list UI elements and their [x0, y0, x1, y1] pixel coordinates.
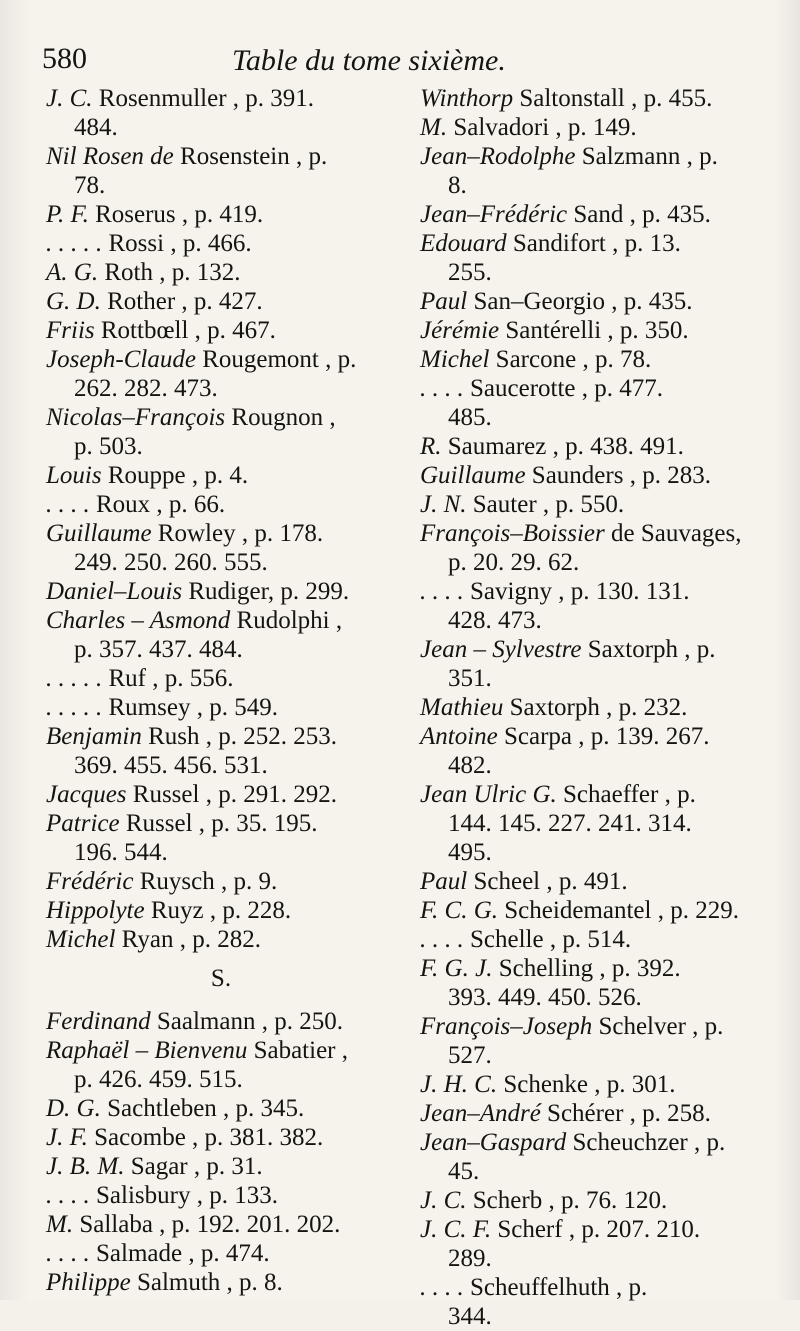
- entry-line: [46, 461, 396, 490]
- entry-surname-pages: Sachtleben , p. 345.: [100, 1095, 305, 1122]
- index-entry: [46, 490, 396, 519]
- entry-continuation: 495.: [448, 839, 492, 866]
- entry-surname-pages: Rumsey , p. 549.: [102, 694, 278, 721]
- entry-line: [46, 1123, 396, 1152]
- entry-line: [420, 113, 770, 142]
- entry-line: [46, 345, 396, 374]
- section-letter: S.: [210, 965, 232, 992]
- index-entry: [420, 229, 770, 287]
- entry-line: [46, 229, 396, 258]
- entry-line: [420, 461, 770, 490]
- entry-given-name: Friis: [46, 317, 95, 344]
- index-entry: [46, 1210, 396, 1239]
- entry-continuation: 262. 282. 473.: [74, 375, 218, 402]
- left-column: [46, 84, 396, 1297]
- page-title: Table du tome sixième.: [232, 44, 506, 77]
- entry-line: [46, 809, 396, 838]
- entry-given-name: . . . .: [46, 1182, 90, 1209]
- entry-line: [420, 925, 770, 954]
- entry-line: [420, 1012, 770, 1041]
- entry-line: [46, 693, 396, 722]
- entry-given-name: Paul: [420, 288, 468, 315]
- index-entry: [420, 1128, 770, 1186]
- index-entry: [420, 954, 770, 1012]
- entry-given-name: . . . .: [420, 375, 464, 402]
- entry-continuation: 484.: [74, 114, 118, 141]
- entry-line: [420, 432, 770, 461]
- entry-line: [420, 722, 770, 751]
- entry-line: [420, 693, 770, 722]
- index-entry: [420, 780, 770, 867]
- entry-continuation: p. 20. 29. 62.: [448, 549, 580, 576]
- entry-surname-pages: Saumarez , p. 438. 491.: [441, 433, 684, 460]
- entry-given-name: . . . . .: [46, 230, 103, 257]
- entry-surname-pages: Rudiger, p. 299.: [182, 578, 350, 605]
- entry-line: [46, 287, 396, 316]
- index-entry: [420, 1186, 770, 1215]
- index-entry: [46, 142, 396, 200]
- index-entry: [46, 403, 396, 461]
- entry-line: [46, 316, 396, 345]
- entry-surname-pages: Roth , p. 132.: [98, 259, 241, 286]
- index-entry: [46, 896, 396, 925]
- entry-given-name: Guillaume: [46, 520, 152, 547]
- entry-given-name: F. C. G.: [420, 897, 499, 924]
- entry-given-name: J. B. M.: [46, 1153, 125, 1180]
- entry-line: [420, 867, 770, 896]
- entry-surname-pages: Scherf , p. 207. 210.: [491, 1216, 701, 1243]
- entry-surname-pages: Rouppe , p. 4.: [101, 462, 249, 489]
- entry-surname-pages: Ruysch , p. 9.: [133, 868, 278, 895]
- entry-surname-pages: Rowley , p. 178.: [151, 520, 324, 547]
- entry-surname-pages: Rossi , p. 466.: [102, 230, 252, 257]
- entry-given-name: J. C.: [420, 1187, 467, 1214]
- entry-given-name: Antoine: [420, 723, 498, 750]
- entry-surname-pages: Saltonstall , p. 455.: [513, 85, 713, 112]
- entry-given-name: François–Joseph: [420, 1013, 593, 1040]
- entry-continuation: p. 357. 437. 484.: [74, 636, 243, 663]
- index-entry: [420, 722, 770, 780]
- index-entry: [46, 1007, 396, 1036]
- entry-surname-pages: Saxtorph , p.: [581, 636, 716, 663]
- entry-surname-pages: Sarcone , p. 78.: [489, 346, 652, 373]
- entry-given-name: P. F.: [46, 201, 89, 228]
- entry-given-name: Guillaume: [420, 462, 526, 489]
- index-entry: [420, 1273, 770, 1331]
- entry-surname-pages: Sauter , p. 550.: [466, 491, 625, 518]
- entry-line: [46, 577, 396, 606]
- entry-line: [46, 1210, 396, 1239]
- index-entry: [420, 345, 770, 374]
- entry-line: [46, 664, 396, 693]
- entry-given-name: A. G.: [46, 259, 99, 286]
- entry-surname-pages: Rosenstein , p.: [173, 143, 328, 170]
- entry-given-name: Jean–André: [420, 1100, 541, 1127]
- entry-given-name: Mathieu: [420, 694, 504, 721]
- page-header: [42, 40, 782, 86]
- index-entry: [420, 461, 770, 490]
- entry-given-name: M.: [420, 114, 448, 141]
- entry-given-name: . . . . .: [46, 665, 103, 692]
- entry-given-name: Winthorp: [420, 85, 514, 112]
- entry-surname-pages: Russel , p. 35. 195.: [119, 810, 318, 837]
- index-entry: [420, 519, 770, 577]
- entry-given-name: Daniel–Louis: [46, 578, 183, 605]
- entry-given-name: J. N.: [420, 491, 467, 518]
- entry-surname-pages: de Sauvages,: [604, 520, 742, 547]
- index-entry: [46, 519, 396, 577]
- entry-given-name: Philippe: [46, 1269, 131, 1296]
- entry-line: [46, 403, 396, 432]
- entry-line: [46, 925, 396, 954]
- entry-given-name: M.: [46, 1211, 74, 1238]
- entry-line: [420, 200, 770, 229]
- index-entry: [420, 316, 770, 345]
- entry-given-name: Benjamin: [46, 723, 142, 750]
- entry-line: [420, 84, 770, 113]
- entry-line: [46, 1007, 396, 1036]
- index-entry: [46, 606, 396, 664]
- entry-given-name: Michel: [420, 346, 490, 373]
- entry-line: [46, 1239, 396, 1268]
- index-entry: [420, 490, 770, 519]
- entry-continuation: 255.: [448, 259, 492, 286]
- entry-given-name: Jacques: [46, 781, 127, 808]
- right-column: [420, 84, 770, 1331]
- index-entry: [46, 1123, 396, 1152]
- index-entry: [46, 925, 396, 954]
- entry-continuation: p. 503.: [74, 433, 143, 460]
- entry-surname-pages: Rougemont , p.: [195, 346, 357, 373]
- entry-given-name: Jean – Sylvestre: [420, 636, 582, 663]
- index-entry: [46, 722, 396, 780]
- entry-surname-pages: Savigny , p. 130. 131.: [463, 578, 690, 605]
- entry-line: [46, 519, 396, 548]
- entry-surname-pages: Sallaba , p. 192. 201. 202.: [73, 1211, 341, 1238]
- entry-line: [46, 606, 396, 635]
- index-entry: [46, 345, 396, 403]
- index-entry: [46, 461, 396, 490]
- entry-given-name: Jean–Gaspard: [420, 1129, 567, 1156]
- entry-continuation: 8.: [448, 172, 467, 199]
- entry-line: [420, 1070, 770, 1099]
- index-entry: [420, 867, 770, 896]
- entry-surname-pages: Scheuchzer , p.: [566, 1129, 726, 1156]
- entry-continuation: 351.: [448, 665, 492, 692]
- entry-surname-pages: Saucerotte , p. 477.: [463, 375, 664, 402]
- index-entry: [46, 664, 396, 693]
- entry-continuation: 485.: [448, 404, 492, 431]
- entry-surname-pages: Sagar , p. 31.: [124, 1153, 263, 1180]
- entry-surname-pages: Sabatier ,: [247, 1037, 348, 1064]
- entry-surname-pages: Schaeffer , p.: [556, 781, 696, 808]
- entry-line: [420, 1128, 770, 1157]
- entry-continuation: 527.: [448, 1042, 492, 1069]
- entry-given-name: Raphaël – Bienvenu: [46, 1037, 248, 1064]
- entry-continuation: 344.: [448, 1303, 492, 1330]
- entry-surname-pages: Schenke , p. 301.: [497, 1071, 676, 1098]
- entry-line: [420, 896, 770, 925]
- index-entry: [420, 693, 770, 722]
- entry-given-name: J. C.: [46, 85, 93, 112]
- entry-line: [46, 142, 396, 171]
- index-entry: [420, 1070, 770, 1099]
- entry-given-name: J. H. C.: [420, 1071, 498, 1098]
- entry-line: [420, 577, 770, 606]
- entry-continuation: p. 426. 459. 515.: [74, 1066, 243, 1093]
- entry-line: [420, 1273, 770, 1302]
- entry-given-name: Nicolas–François: [46, 404, 226, 431]
- entry-surname-pages: Schérer , p. 258.: [540, 1100, 711, 1127]
- entry-surname-pages: Rottbœll , p. 467.: [94, 317, 276, 344]
- entry-surname-pages: Santérelli , p. 350.: [499, 317, 689, 344]
- entry-given-name: Michel: [46, 926, 116, 953]
- entry-line: [420, 374, 770, 403]
- index-entry: [420, 200, 770, 229]
- entry-surname-pages: Roux , p. 66.: [89, 491, 226, 518]
- index-entry: [46, 84, 396, 142]
- entry-line: [46, 780, 396, 809]
- index-entry: [46, 1239, 396, 1268]
- entry-line: [420, 316, 770, 345]
- index-entry: [46, 200, 396, 229]
- index-entry: [46, 287, 396, 316]
- entry-line: [420, 490, 770, 519]
- entry-given-name: . . . .: [420, 926, 464, 953]
- entry-surname-pages: Schelling , p. 392.: [492, 955, 681, 982]
- entry-line: [46, 1268, 396, 1297]
- entry-line: [420, 345, 770, 374]
- entry-surname-pages: Scherb , p. 76. 120.: [466, 1187, 668, 1214]
- entry-surname-pages: Rudolphi ,: [230, 607, 343, 634]
- index-entry: [420, 84, 770, 113]
- entry-surname-pages: Saunders , p. 283.: [525, 462, 711, 489]
- entry-surname-pages: Scheuffelhuth , p.: [463, 1274, 648, 1301]
- index-entry: [420, 142, 770, 200]
- index-entry: [420, 287, 770, 316]
- entry-continuation: 249. 250. 260. 555.: [74, 549, 268, 576]
- entry-given-name: D. G.: [46, 1095, 101, 1122]
- entry-given-name: Patrice: [46, 810, 120, 837]
- entry-surname-pages: Ryan , p. 282.: [115, 926, 261, 953]
- entry-given-name: Jean–Rodolphe: [420, 143, 576, 170]
- entry-surname-pages: San–Georgio , p. 435.: [467, 288, 693, 315]
- entry-line: [420, 229, 770, 258]
- entry-continuation: 45.: [448, 1158, 480, 1185]
- index-entry: [46, 809, 396, 867]
- entry-surname-pages: Rush , p. 252. 253.: [141, 723, 337, 750]
- entry-surname-pages: Rother , p. 427.: [100, 288, 263, 315]
- entry-given-name: Jérémie: [420, 317, 500, 344]
- entry-surname-pages: Schelver , p.: [592, 1013, 724, 1040]
- index-entry: [46, 1268, 396, 1297]
- entry-continuation: 482.: [448, 752, 492, 779]
- entry-line: [46, 1181, 396, 1210]
- entry-continuation: 289.: [448, 1245, 492, 1272]
- entry-continuation: 144. 145. 227. 241. 314.: [448, 810, 692, 837]
- entry-line: [46, 1152, 396, 1181]
- entry-line: [46, 1036, 396, 1065]
- index-entry: [420, 925, 770, 954]
- entry-surname-pages: Russel , p. 291. 292.: [126, 781, 337, 808]
- index-entry: [420, 577, 770, 635]
- entry-surname-pages: Ruf , p. 556.: [102, 665, 234, 692]
- entry-continuation: 369. 455. 456. 531.: [74, 752, 268, 779]
- entry-given-name: R.: [420, 433, 442, 460]
- entry-surname-pages: Salzmann , p.: [575, 143, 718, 170]
- entry-continuation: 428. 473.: [448, 607, 542, 634]
- index-entry: [46, 1094, 396, 1123]
- entry-given-name: . . . .: [420, 1274, 464, 1301]
- index-entry: [420, 374, 770, 432]
- entry-given-name: François–Boissier: [420, 520, 605, 547]
- entry-given-name: . . . . .: [46, 694, 103, 721]
- entry-given-name: Paul: [420, 868, 468, 895]
- entry-given-name: Nil Rosen de: [46, 143, 174, 170]
- entry-given-name: Frédéric: [46, 868, 134, 895]
- entry-surname-pages: Sand , p. 435.: [567, 201, 711, 228]
- entry-given-name: Ferdinand: [46, 1008, 151, 1035]
- entry-surname-pages: Schelle , p. 514.: [463, 926, 632, 953]
- entry-given-name: Edouard: [420, 230, 507, 257]
- entry-line: [46, 1094, 396, 1123]
- entry-continuation: 78.: [74, 172, 106, 199]
- entry-line: [46, 867, 396, 896]
- index-entry: [46, 316, 396, 345]
- entry-given-name: Jean Ulric G.: [420, 781, 557, 808]
- entry-line: [46, 200, 396, 229]
- entry-given-name: Charles – Asmond: [46, 607, 231, 634]
- index-entry: [46, 1036, 396, 1094]
- entry-surname-pages: Sacombe , p. 381. 382.: [87, 1124, 324, 1151]
- index-entry: [46, 1181, 396, 1210]
- entry-line: [46, 258, 396, 287]
- entry-line: [420, 954, 770, 983]
- entry-line: [46, 722, 396, 751]
- index-entry: [46, 693, 396, 722]
- entry-continuation: 196. 544.: [74, 839, 168, 866]
- index-entry: [46, 258, 396, 287]
- entry-line: [420, 635, 770, 664]
- entry-surname-pages: Ruyz , p. 228.: [144, 897, 292, 924]
- entry-line: [420, 287, 770, 316]
- index-entry: [420, 896, 770, 925]
- entry-line: [420, 1186, 770, 1215]
- entry-surname-pages: Scheel , p. 491.: [467, 868, 628, 895]
- entry-line: [420, 1099, 770, 1128]
- entry-given-name: . . . .: [46, 491, 90, 518]
- entry-surname-pages: Sandifort , p. 13.: [506, 230, 681, 257]
- entry-given-name: Jean–Frédéric: [420, 201, 568, 228]
- entry-surname-pages: Salmade , p. 474.: [89, 1240, 270, 1267]
- entry-given-name: . . . .: [420, 578, 464, 605]
- entry-line: [420, 519, 770, 548]
- entry-given-name: F. G. J.: [420, 955, 493, 982]
- entry-line: [46, 84, 396, 113]
- entry-given-name: Joseph-Claude: [46, 346, 196, 373]
- entry-line: [46, 896, 396, 925]
- entry-surname-pages: Salvadori , p. 149.: [447, 114, 637, 141]
- index-entry: [420, 1215, 770, 1273]
- entry-given-name: . . . .: [46, 1240, 90, 1267]
- index-entry: [46, 1152, 396, 1181]
- entry-given-name: J. F.: [46, 1124, 88, 1151]
- entry-surname-pages: Salmuth , p. 8.: [130, 1269, 283, 1296]
- entry-surname-pages: Rosenmuller , p. 391.: [92, 85, 315, 112]
- index-entry: [420, 113, 770, 142]
- entry-surname-pages: Roserus , p. 419.: [88, 201, 264, 228]
- entry-given-name: J. C. F.: [420, 1216, 492, 1243]
- entry-surname-pages: Scheidemantel , p. 229.: [498, 897, 739, 924]
- index-entry: [420, 432, 770, 461]
- entry-line: [420, 780, 770, 809]
- entry-given-name: G. D.: [46, 288, 101, 315]
- index-entry: [46, 229, 396, 258]
- index-entry: [46, 780, 396, 809]
- entry-surname-pages: Saxtorph , p. 232.: [503, 694, 688, 721]
- page-number: 580: [42, 42, 87, 75]
- index-entry: [420, 1012, 770, 1070]
- entry-line: [420, 1215, 770, 1244]
- entry-continuation: 393. 449. 450. 526.: [448, 984, 642, 1011]
- entry-given-name: Louis: [46, 462, 102, 489]
- entry-surname-pages: Scarpa , p. 139. 267.: [497, 723, 710, 750]
- entry-line: [46, 490, 396, 519]
- index-entry: [420, 1099, 770, 1128]
- index-entry: [46, 577, 396, 606]
- entry-surname-pages: Salisbury , p. 133.: [89, 1182, 278, 1209]
- entry-surname-pages: Rougnon ,: [225, 404, 336, 431]
- entry-surname-pages: Saalmann , p. 250.: [150, 1008, 343, 1035]
- entry-given-name: Hippolyte: [46, 897, 145, 924]
- index-entry: [46, 867, 396, 896]
- entry-line: [420, 142, 770, 171]
- index-entry: [420, 635, 770, 693]
